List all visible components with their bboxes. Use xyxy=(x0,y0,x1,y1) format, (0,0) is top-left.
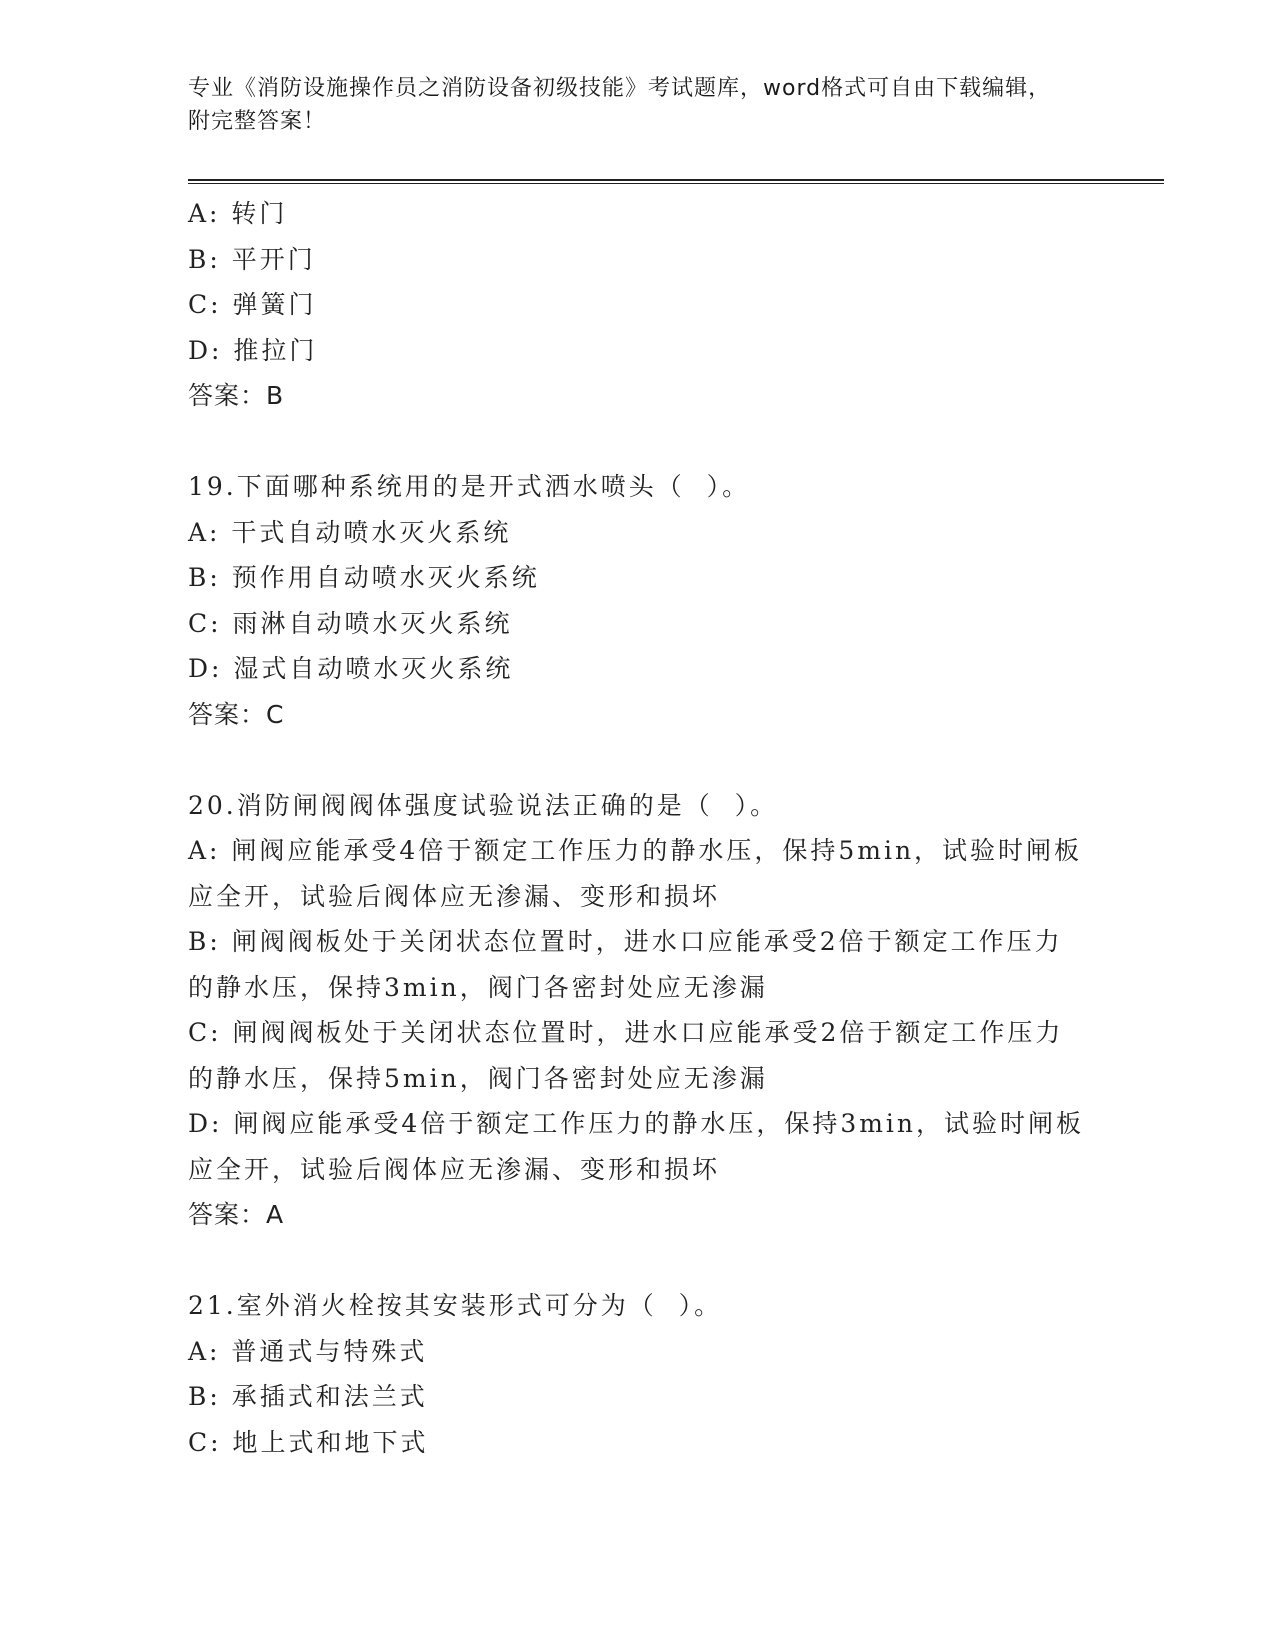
option-a: A: 闸阀应能承受4倍于额定工作压力的静水压，保持5min，试验时闸板应全开，试验后阀体应无渗漏、变形和损坏 xyxy=(188,836,1083,911)
question-stem: 20.消防闸阀阀体强度试验说法正确的是（ ）。 xyxy=(188,790,779,820)
option-c: C: 雨淋自动喷水灭火系统 xyxy=(188,608,513,638)
question-19 xyxy=(188,464,1088,737)
option-d: D: 闸阀应能承受4倍于额定工作压力的静水压，保持3min，试验时闸板应全开，试验后阀体应无渗漏、变形和损坏 xyxy=(188,1109,1085,1184)
option-a: A: 转门 xyxy=(188,199,288,228)
option-d: D: 推拉门 xyxy=(188,335,318,365)
option-b: B: 平开门 xyxy=(188,244,316,274)
option-b: B: 闸阀阀板处于关闭状态位置时，进水口应能承受2倍于额定工作压力的静水压，保持3min，阀门各密封处应无渗漏 xyxy=(188,927,1063,1002)
answer-line: 答案：A xyxy=(188,1200,285,1229)
header-rule xyxy=(188,179,1164,181)
option-c: C: 闸阀阀板处于关闭状态位置时，进水口应能承受2倍于额定工作压力的静水压，保持5min，阀门各密封处应无渗漏 xyxy=(188,1018,1064,1093)
option-b: B: 承插式和法兰式 xyxy=(188,1382,428,1411)
prev-question-tail xyxy=(188,191,1088,419)
header-rule-thin xyxy=(188,183,1164,184)
question-20 xyxy=(188,783,1088,1238)
option-c: C: 地上式和地下式 xyxy=(188,1427,429,1457)
document-header: 专业《消防设施操作员之消防设备初级技能》考试题库，word格式可自由下载编辑，附完整答案！ xyxy=(188,76,1052,134)
question-list xyxy=(188,191,1088,1465)
option-a: A: 普通式与特殊式 xyxy=(188,1336,428,1366)
question-stem: 19.下面哪种系统用的是开式洒水喷头（ ）。 xyxy=(188,472,751,501)
question-21 xyxy=(188,1283,1088,1465)
option-c: C: 弹簧门 xyxy=(188,290,317,319)
answer-line: 答案：B xyxy=(188,381,285,410)
option-d: D: 湿式自动喷水灭火系统 xyxy=(188,654,514,683)
answer-line: 答案：C xyxy=(188,699,285,729)
question-stem: 21.室外消火栓按其安装形式可分为（ ）。 xyxy=(188,1291,723,1320)
option-b: B: 预作用自动喷水灭火系统 xyxy=(188,563,540,592)
option-a: A: 干式自动喷水灭火系统 xyxy=(188,517,512,547)
